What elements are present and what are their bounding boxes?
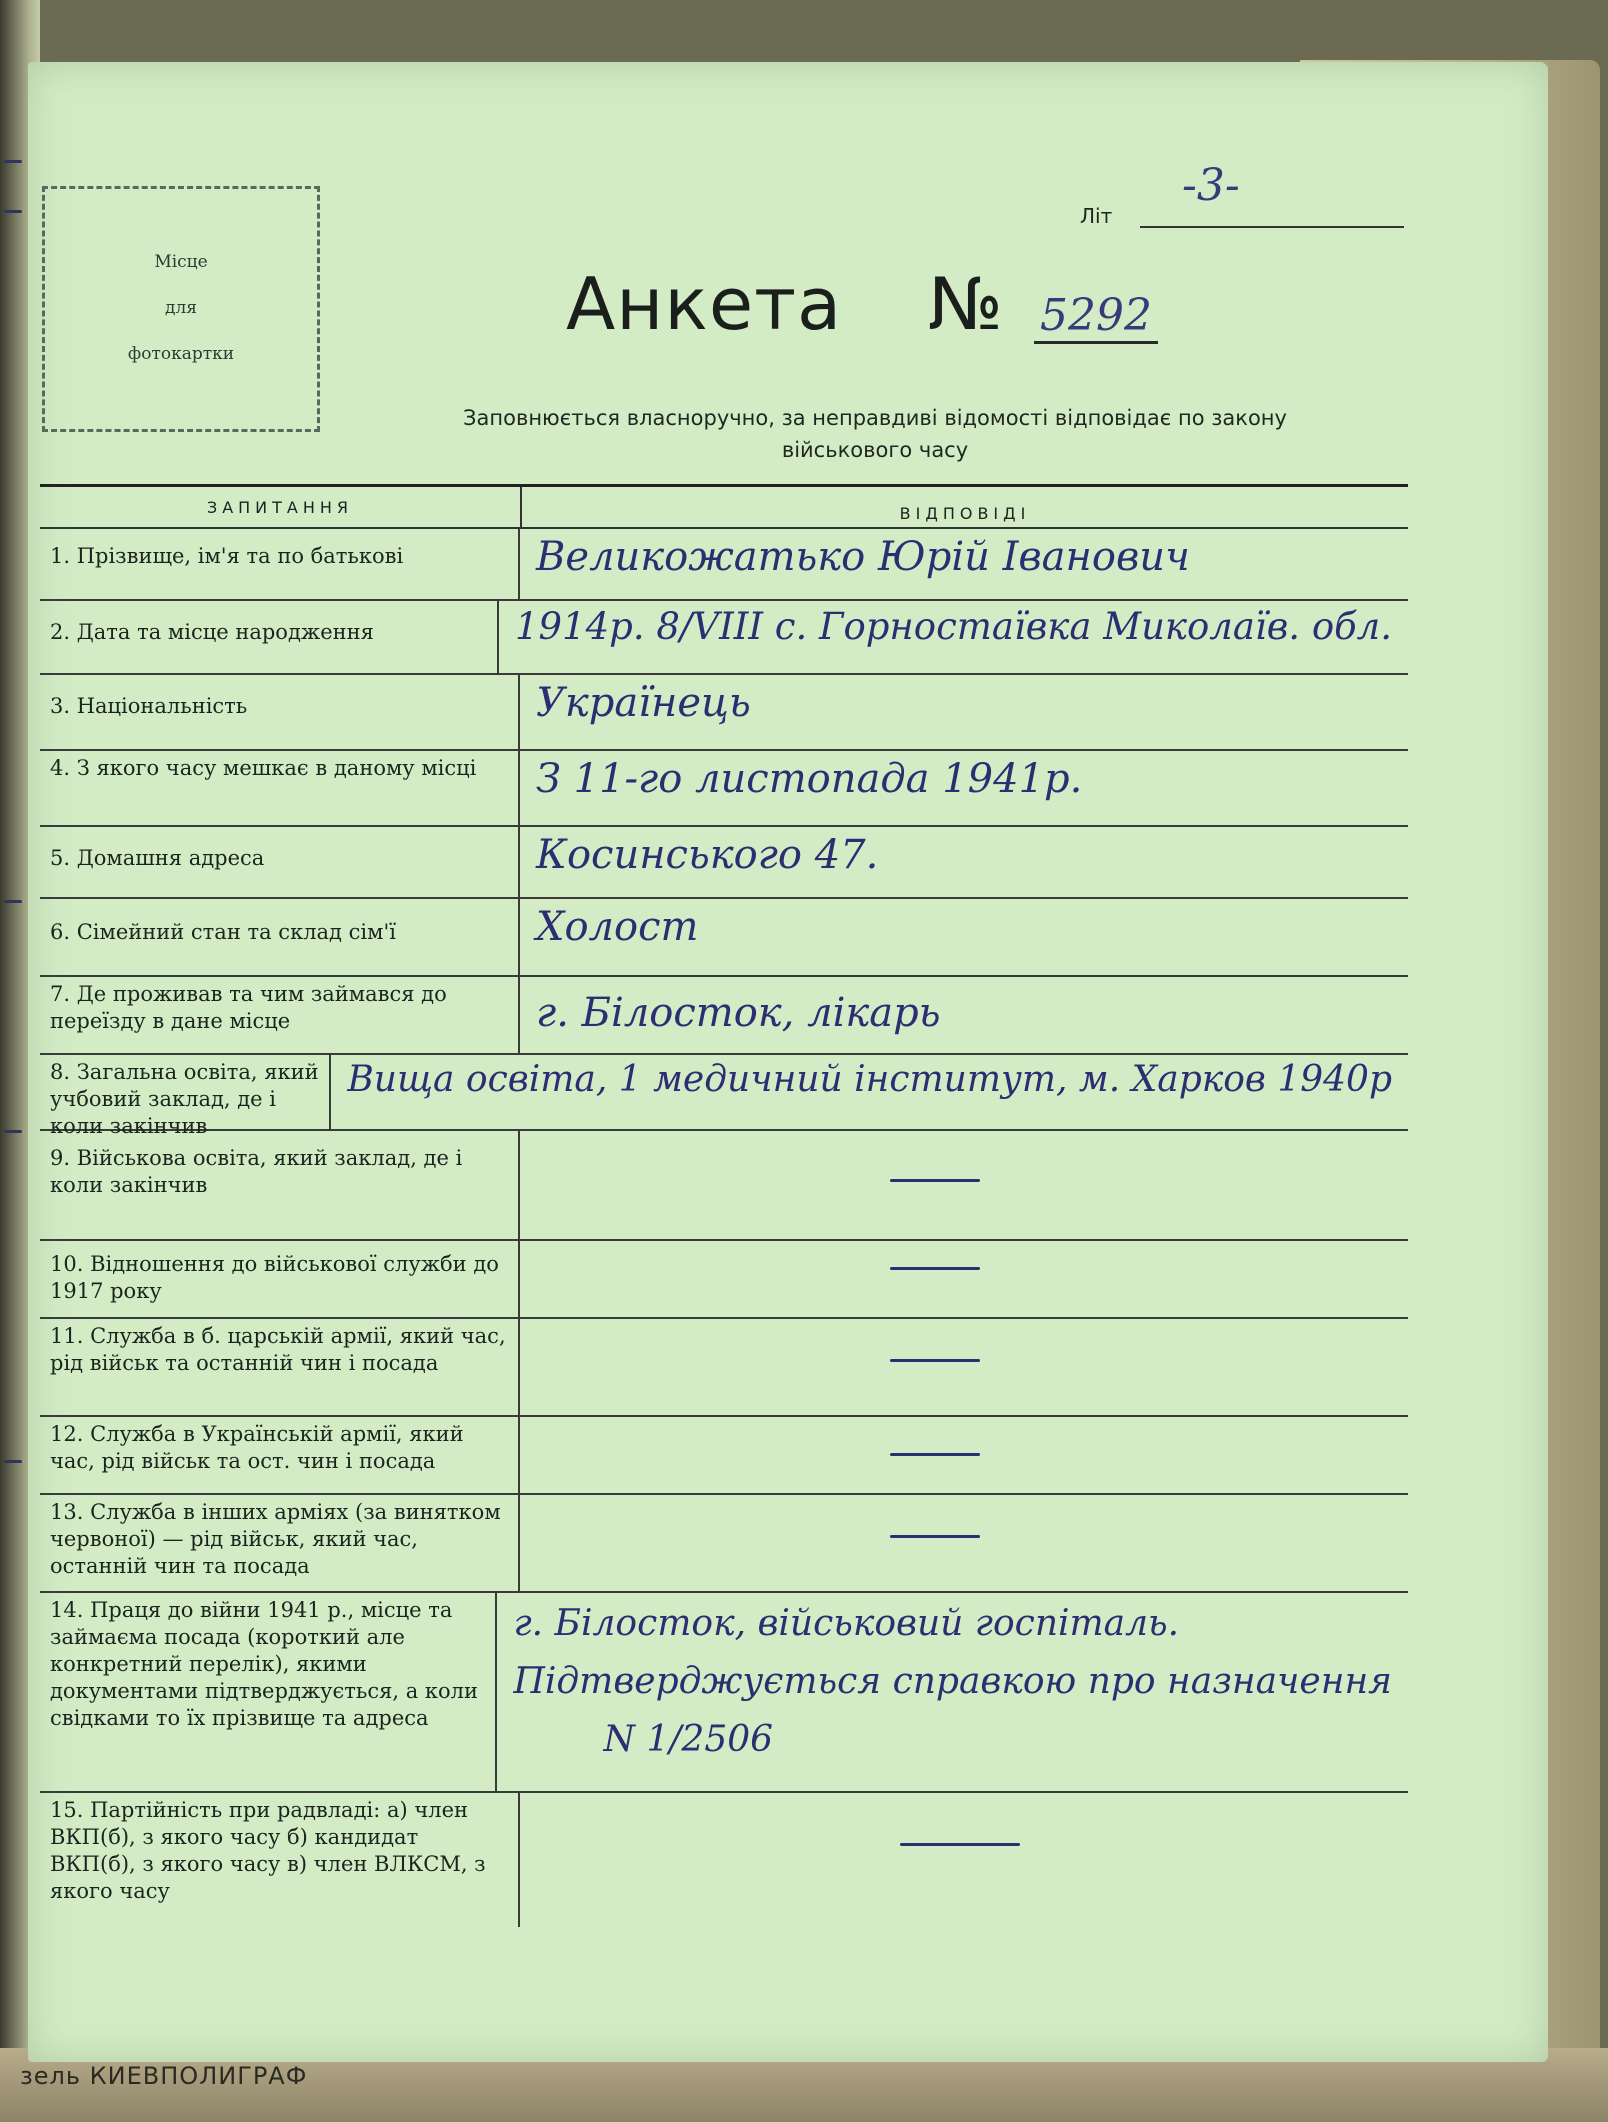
- table-row: [40, 1495, 1408, 1593]
- answer-14-line3: N 1/2506: [603, 1719, 774, 1760]
- question-8: 8. Загальна освіта, який учбовий заклад, де і коли закінчив: [40, 1055, 331, 1129]
- number-sign: №: [928, 262, 1003, 346]
- answer-4-line1: З 11-го листопада 1941р.: [536, 756, 1083, 802]
- table-row: [40, 827, 1408, 899]
- question-12: 12. Служба в Українській армії, який час, рід військ та ост. чин і посада: [40, 1417, 520, 1493]
- questionnaire-table: [40, 484, 1408, 1927]
- answer-2: [499, 601, 1408, 673]
- empty-answer-dash: [890, 1453, 980, 1456]
- form-instructions: [340, 402, 1410, 466]
- table-row: [40, 529, 1408, 601]
- answer-8-line1: Вища освіта, 1 медичний інститут, м. Харков 1940р: [347, 1059, 1392, 1100]
- table-row: [40, 751, 1408, 827]
- question-14: 14. Праця до війни 1941 р., місце та займаєма посада (короткий але конкретний перелік), якими документами підтверджується, а коли свідками то їх прізвище та адреса: [40, 1593, 497, 1791]
- table-row: [40, 1793, 1408, 1927]
- table-row: [40, 899, 1408, 977]
- question-5: 5. Домашня адреса: [40, 827, 520, 897]
- table-row: [40, 601, 1408, 675]
- question-6: 6. Сімейний стан та склад сім'ї: [40, 899, 520, 975]
- empty-answer-dash: [890, 1535, 980, 1538]
- instructions-line2: військового часу: [781, 438, 969, 462]
- table-row: [40, 675, 1408, 751]
- table-row: [40, 1417, 1408, 1495]
- answer-8: [331, 1055, 1408, 1129]
- empty-answer-dash: [900, 1843, 1020, 1846]
- question-15: 15. Партійність при радвладі: а) член ВКП(б), з якого часу б) кандидат ВКП(б), з якого часу в) член ВЛКСМ, з якого часу: [40, 1793, 520, 1927]
- answer-11: [520, 1319, 1408, 1415]
- form-title: Анкета: [566, 262, 843, 346]
- question-2: 2. Дата та місце народження: [40, 601, 499, 673]
- answer-3-line1: Українець: [536, 680, 751, 726]
- answer-6-line1: Холост: [536, 904, 699, 950]
- answer-5: [520, 827, 1408, 897]
- answer-2-line1: 1914р. 8/VIII с. Горностаївка Миколаїв. обл.: [515, 605, 1392, 648]
- question-4: 4. З якого часу мешкає в даному місці: [40, 751, 520, 825]
- table-row: [40, 1131, 1408, 1241]
- question-11: 11. Служба в б. царській армії, який час, рід військ та останній чин і посада: [40, 1319, 520, 1415]
- answer-10: [520, 1241, 1408, 1317]
- question-3: 3. Національність: [40, 675, 520, 749]
- answer-6: [520, 899, 1408, 975]
- answer-9: [520, 1131, 1408, 1239]
- sheet-number: -3-: [1182, 160, 1240, 211]
- empty-answer-dash: [890, 1359, 980, 1362]
- photo-label-line2: для: [165, 298, 197, 319]
- table-row: [40, 977, 1408, 1055]
- answer-14: [497, 1593, 1408, 1791]
- answers-column-header: ВІДПОВІДІ: [899, 504, 1031, 523]
- answer-14-line2: Підтверджується справкою про назначення: [513, 1661, 1392, 1702]
- table-row: [40, 1241, 1408, 1319]
- form-number: 5292: [1034, 290, 1158, 344]
- answer-1: [520, 529, 1408, 599]
- question-7: 7. Де проживав та чим займався до переїзду в дане місце: [40, 977, 520, 1053]
- question-13: 13. Служба в інших арміях (за винятком червоної) — рід військ, який час, останній чин та посада: [40, 1495, 520, 1591]
- question-9: 9. Військова освіта, який заклад, де і коли закінчив: [40, 1131, 520, 1239]
- answer-4: [520, 751, 1408, 825]
- answer-3: [520, 675, 1408, 749]
- answer-5-line1: Косинського 47.: [536, 832, 879, 878]
- answer-12: [520, 1417, 1408, 1493]
- empty-answer-dash: [890, 1179, 980, 1182]
- answer-13: [520, 1495, 1408, 1591]
- answer-14-line1: г. Білосток, військовий госпіталь.: [513, 1603, 1180, 1644]
- answer-15: [520, 1793, 1408, 1927]
- answer-1-line1: Великожатько Юрій Іванович: [536, 534, 1190, 580]
- photo-label-line3: фотокартки: [127, 343, 235, 364]
- photo-label-line1: Місце: [154, 252, 208, 273]
- photo-placeholder: [42, 186, 320, 432]
- sheet-label: Літ: [1080, 204, 1113, 228]
- table-row: [40, 1593, 1408, 1793]
- empty-answer-dash: [890, 1267, 980, 1270]
- questions-column-header: ЗАПИТАННЯ: [40, 487, 522, 527]
- table-header: [40, 487, 1408, 529]
- instructions-line1: Заповнюється власноручно, за неправдиві відомості відповідає по закону: [463, 406, 1287, 430]
- table-row: [40, 1055, 1408, 1138]
- question-10: 10. Відношення до військової служби до 1917 року: [40, 1241, 520, 1317]
- sheet-number-line: [1140, 226, 1404, 228]
- table-row: [40, 1319, 1408, 1417]
- question-1: 1. Прізвище, ім'я та по батькові: [40, 529, 520, 599]
- printer-imprint: зель КИЕВПОЛИГРАФ: [20, 2062, 308, 2090]
- answer-7-line1: г. Білосток, лікарь: [536, 990, 941, 1036]
- answer-7: [520, 977, 1408, 1053]
